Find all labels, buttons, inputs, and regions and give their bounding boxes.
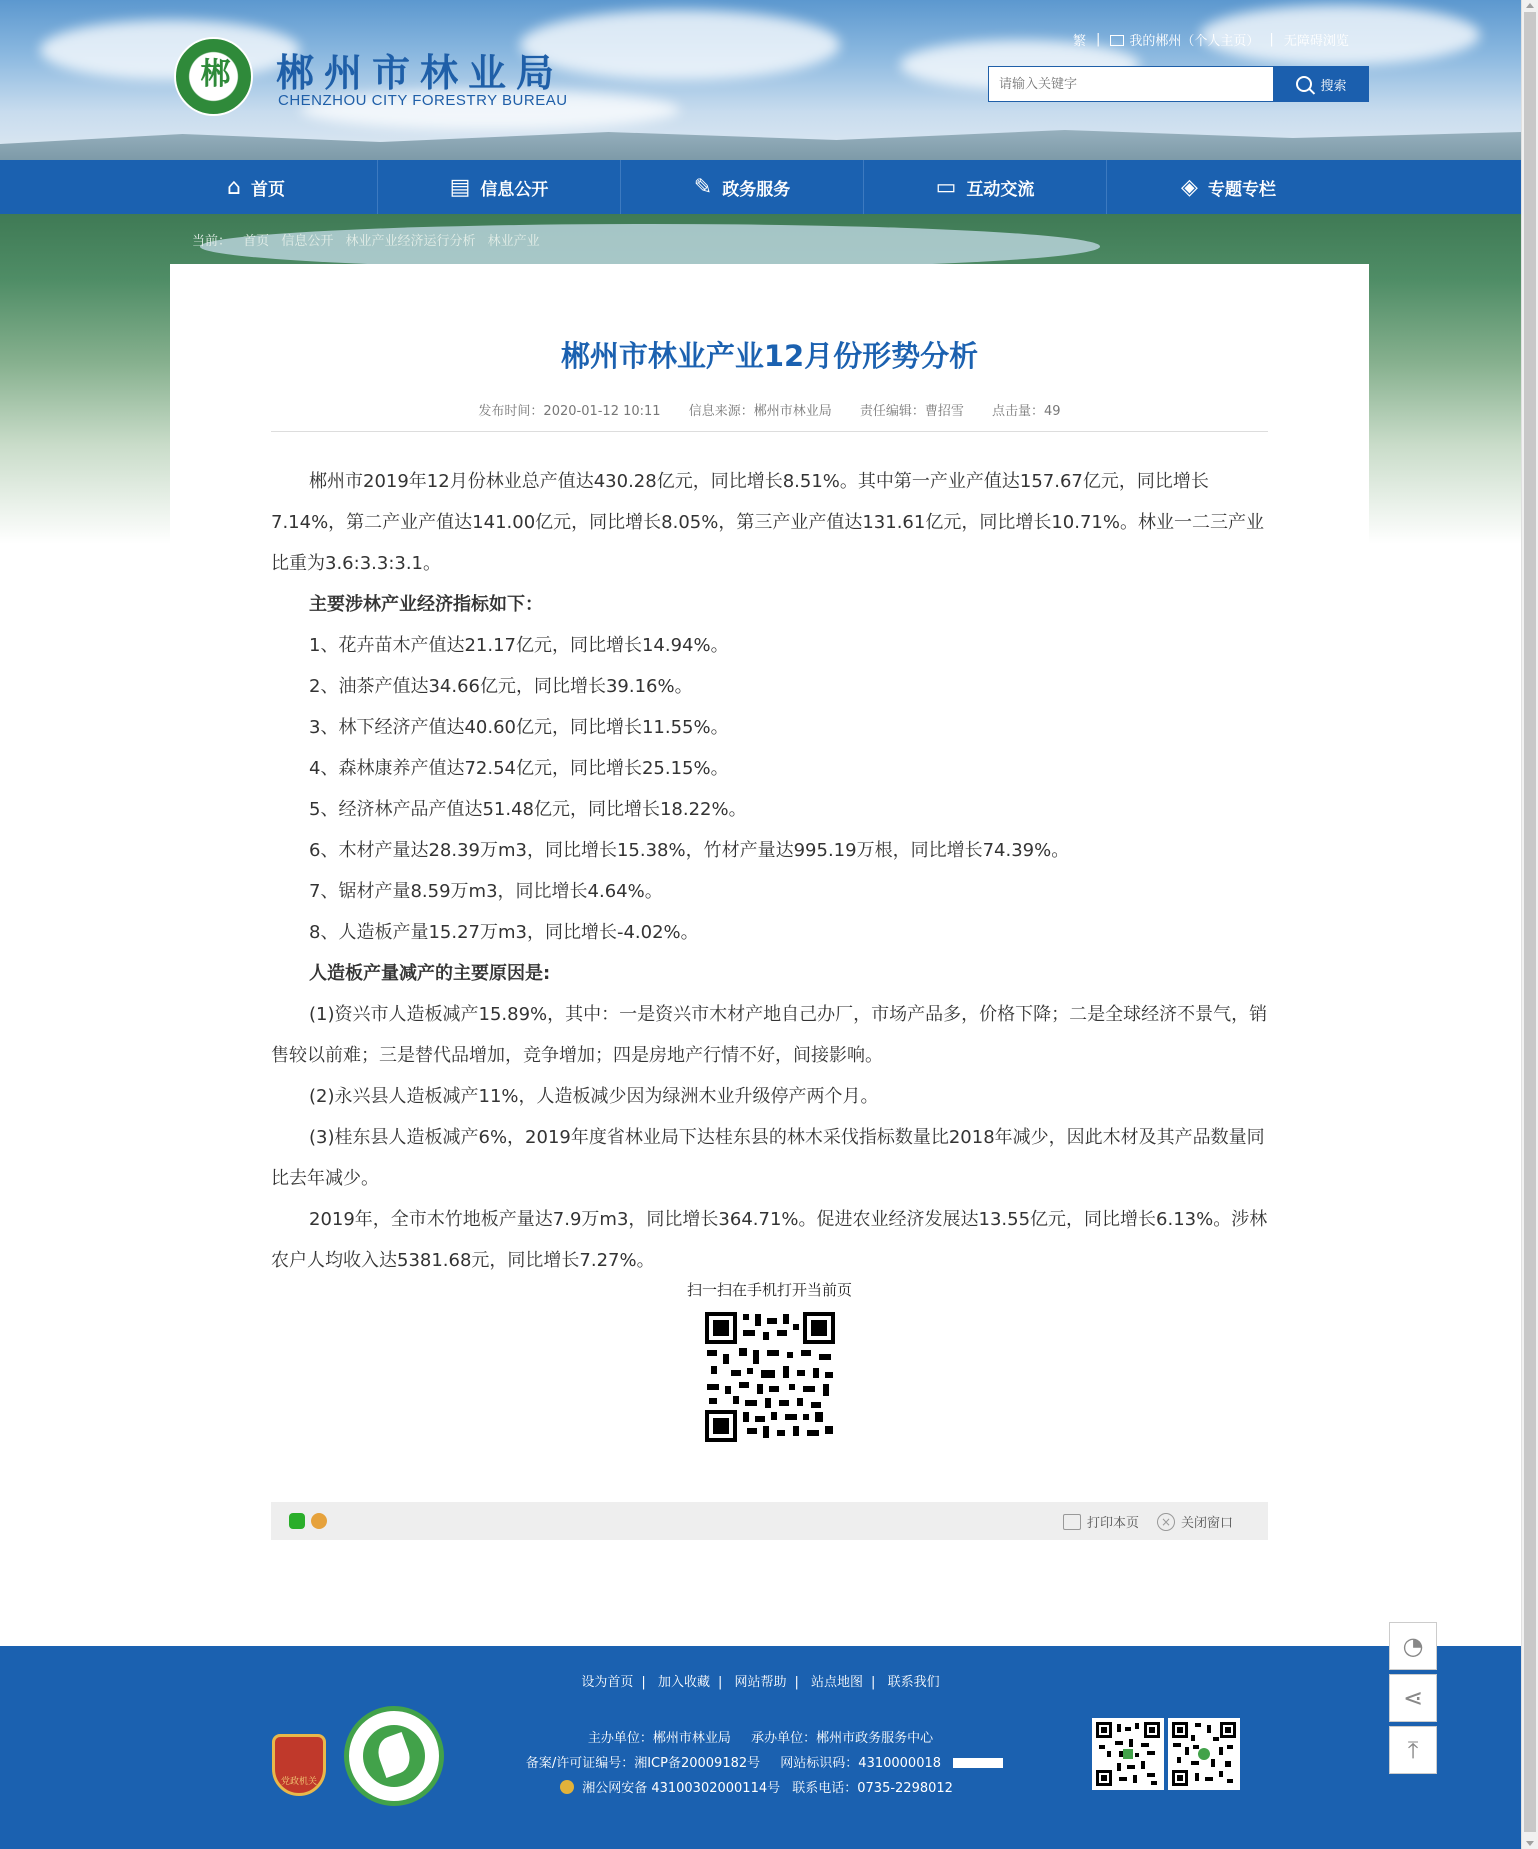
article-paragraph: (1)资兴市人造板减产15.89%，其中：一是资兴市木材产地自己办厂，市场产品多，价格下降；二是全球经济不景气，销售较以前难；三是替代品增加，竞争增加；四是房地产行情不好，间接影响。 [271, 1004, 1268, 1066]
nav-item-label: 专题专栏 [1207, 179, 1276, 200]
nav-item-home[interactable] [135, 160, 378, 214]
article-paragraph: 1、花卉苗木产值达21.17亿元，同比增长14.94%。 [309, 635, 729, 656]
police-record[interactable]: 湘公网安备 43100302000114号 [582, 1781, 781, 1796]
breadcrumb-item[interactable]: 首页 [243, 234, 270, 249]
layers-icon: ◈ [1181, 174, 1198, 200]
qr-code-icon [1171, 1721, 1237, 1787]
footer-info [0, 1726, 1521, 1801]
weibo-share-icon[interactable] [311, 1513, 327, 1529]
top-links [1073, 30, 1349, 49]
footer-link-contact[interactable]: 联系我们 [887, 1675, 940, 1690]
divider: | [1096, 32, 1101, 47]
footer-qr-code-2 [1168, 1718, 1240, 1790]
arrow-up-icon: ⤒ [1407, 1736, 1419, 1764]
vertical-scrollbar[interactable] [1521, 0, 1538, 1849]
floating-side-tools [1389, 1622, 1437, 1778]
wechat-icon: ◔ [1402, 1632, 1424, 1660]
qr-code-icon [1095, 1721, 1161, 1787]
print-button[interactable] [1063, 1512, 1139, 1531]
host-unit: 主办单位：郴州市林业局 [587, 1731, 731, 1746]
article-paragraph: 4、森林康养产值达72.54亿元，同比增长25.15%。 [309, 758, 729, 779]
scrollbar-thumb[interactable] [1524, 12, 1536, 1832]
site-code-badge-icon[interactable] [953, 1758, 1003, 1768]
publish-time: 发布时间：2020-01-12 10:11 [478, 404, 661, 419]
article-paragraph: (2)永兴县人造板减产11%，人造板减少因为绿洲木业升级停产两个月。 [309, 1086, 879, 1107]
article-paragraph: 2、油茶产值达34.66亿元，同比增长39.16%。 [309, 676, 693, 697]
qr-label: 扫一扫在手机打开当前页 [686, 1281, 852, 1299]
article-paragraph: 3、林下经济产值达40.60亿元，同比增长11.55%。 [309, 717, 729, 738]
nav-item-label: 首页 [250, 179, 285, 200]
nav-item-gov-services[interactable] [621, 160, 864, 214]
printer-icon [1063, 1514, 1081, 1530]
document-icon: ▤ [449, 174, 471, 200]
scroll-up-icon[interactable] [1526, 3, 1534, 8]
nav-item-info-disclosure[interactable] [378, 160, 621, 214]
search-box [988, 66, 1274, 102]
site-footer [0, 1646, 1521, 1849]
site-logo[interactable] [174, 37, 253, 116]
breadcrumb-item[interactable]: 林业产业经济运行分析 [345, 234, 476, 249]
badge-label: 党政机关 [280, 1777, 317, 1787]
print-label: 打印本页 [1087, 1516, 1140, 1531]
back-to-top-button[interactable] [1389, 1726, 1437, 1774]
police-badge-icon [560, 1780, 574, 1794]
divider: | [1269, 32, 1274, 47]
responsible-editor: 责任编辑：曹招雪 [859, 404, 964, 419]
footer-link-help[interactable]: 网站帮助 [734, 1675, 787, 1690]
close-icon: × [1157, 1513, 1175, 1531]
footer-link-add-favorite[interactable]: 加入收藏 [657, 1675, 710, 1690]
edit-icon: ✎ [693, 174, 713, 200]
site-code: 网站标识码：4310000018 [780, 1756, 942, 1771]
article-body [271, 461, 1268, 1281]
contact-phone: 联系电话：0735-2298012 [792, 1781, 953, 1796]
divider: | [871, 1675, 876, 1690]
search-input[interactable] [989, 67, 1273, 101]
nav-item-interaction[interactable] [864, 160, 1107, 214]
article-action-bar [271, 1502, 1268, 1540]
qr-code-icon [703, 1310, 837, 1444]
article-container [170, 264, 1369, 1574]
divider: | [717, 1675, 723, 1690]
search-button-label: 搜索 [1320, 78, 1347, 94]
monitor-icon [1110, 35, 1124, 46]
divider [271, 431, 1268, 432]
article-paragraph: 6、木材产量达28.39万m3，同比增长15.38%，竹材产量达995.19万根，同比增长74.39%。 [309, 840, 1070, 861]
scroll-down-icon[interactable] [1526, 1841, 1534, 1846]
article-paragraph: 8、人造板产量15.27万m3，同比增长-4.02%。 [309, 922, 699, 943]
divider: | [794, 1675, 799, 1690]
home-icon: ⌂ [227, 174, 241, 200]
footer-link-set-homepage[interactable]: 设为首页 [581, 1675, 634, 1690]
site-header [0, 0, 1521, 160]
search-button[interactable] [1274, 66, 1369, 102]
nav-item-label: 互动交流 [966, 179, 1035, 200]
wechat-float-button[interactable] [1389, 1622, 1437, 1670]
close-label: 关闭窗口 [1181, 1516, 1234, 1531]
accessible-browsing-link[interactable]: 无障碍浏览 [1283, 34, 1349, 49]
article-paragraph: 郴州市2019年12月份林业总产值达430.28亿元，同比增长8.51%。其中第一产业产值达157.67亿元，同比增长7.14%，第二产业产值达141.00亿元，同比增长8.05%，第三产业产值达131.61亿元，同比增长10.71%。林业一二三产业比重为3.6:3.3:3.1。 [271, 471, 1264, 574]
organizer-unit: 承办单位：郴州市政务服务中心 [751, 1731, 934, 1746]
wechat-share-icon[interactable] [289, 1513, 305, 1529]
logo-mark: 郴 [200, 57, 231, 92]
article-title: 郴州市林业产业12月份形势分析 [560, 339, 979, 373]
my-chenzhou-link[interactable]: 我的郴州（个人主页） [1129, 34, 1260, 49]
icp-number[interactable]: 备案/许可证编号：湘ICP备20009182号 [525, 1756, 761, 1771]
article-paragraph: 7、锯材产量8.59万m3，同比增长4.64%。 [309, 881, 663, 902]
footer-link-sitemap[interactable]: 站点地图 [811, 1675, 864, 1690]
article-paragraph: (3)桂东县人造板减产6%，2019年度省林业局下达桂东县的林木采伐指标数量比2018年减少，因此木材及其产品数量同比去年减少。 [271, 1127, 1265, 1189]
click-count: 点击量：49 [992, 404, 1061, 419]
chat-icon: ▭ [935, 174, 957, 200]
breadcrumb-item[interactable]: 信息公开 [281, 234, 334, 249]
info-source: 信息来源：郴州市林业局 [688, 404, 832, 419]
article-subheading: 主要涉林产业经济指标如下： [309, 594, 543, 615]
close-window-button[interactable] [1157, 1512, 1233, 1531]
share-float-button[interactable] [1389, 1674, 1437, 1722]
footer-links [0, 1671, 1521, 1690]
nav-item-label: 政务服务 [722, 179, 791, 200]
share-icon: ⋖ [1402, 1684, 1424, 1712]
breadcrumb-current-label: 当前： [192, 234, 232, 249]
site-title: 郴州市林业局 [276, 51, 565, 95]
nav-item-special-topics[interactable] [1107, 160, 1350, 214]
nav-item-label: 信息公开 [480, 179, 549, 200]
article-paragraph: 5、经济林产品产值达51.48亿元，同比增长18.22%。 [309, 799, 747, 820]
article-meta [170, 400, 1369, 419]
search-icon [1296, 76, 1312, 92]
article-subheading: 人造板产量减产的主要原因是: [309, 963, 551, 984]
main-nav [0, 160, 1521, 214]
site-subtitle: CHENZHOU CITY FORESTRY BUREAU [278, 92, 568, 109]
breadcrumb-item[interactable]: 林业产业 [487, 234, 540, 249]
article-paragraph: 2019年，全市木竹地板产量达7.9万m3，同比增长364.71%。促进农业经济发展达13.55亿元，同比增长6.13%。涉林农户人均收入达5381.68元，同比增长7.27%。 [271, 1209, 1268, 1271]
traditional-chinese-link[interactable]: 繁 [1073, 34, 1087, 49]
page-qr-code [703, 1310, 837, 1444]
footer-qr-code-1 [1092, 1718, 1164, 1790]
breadcrumb [192, 230, 548, 249]
divider: | [641, 1675, 646, 1690]
